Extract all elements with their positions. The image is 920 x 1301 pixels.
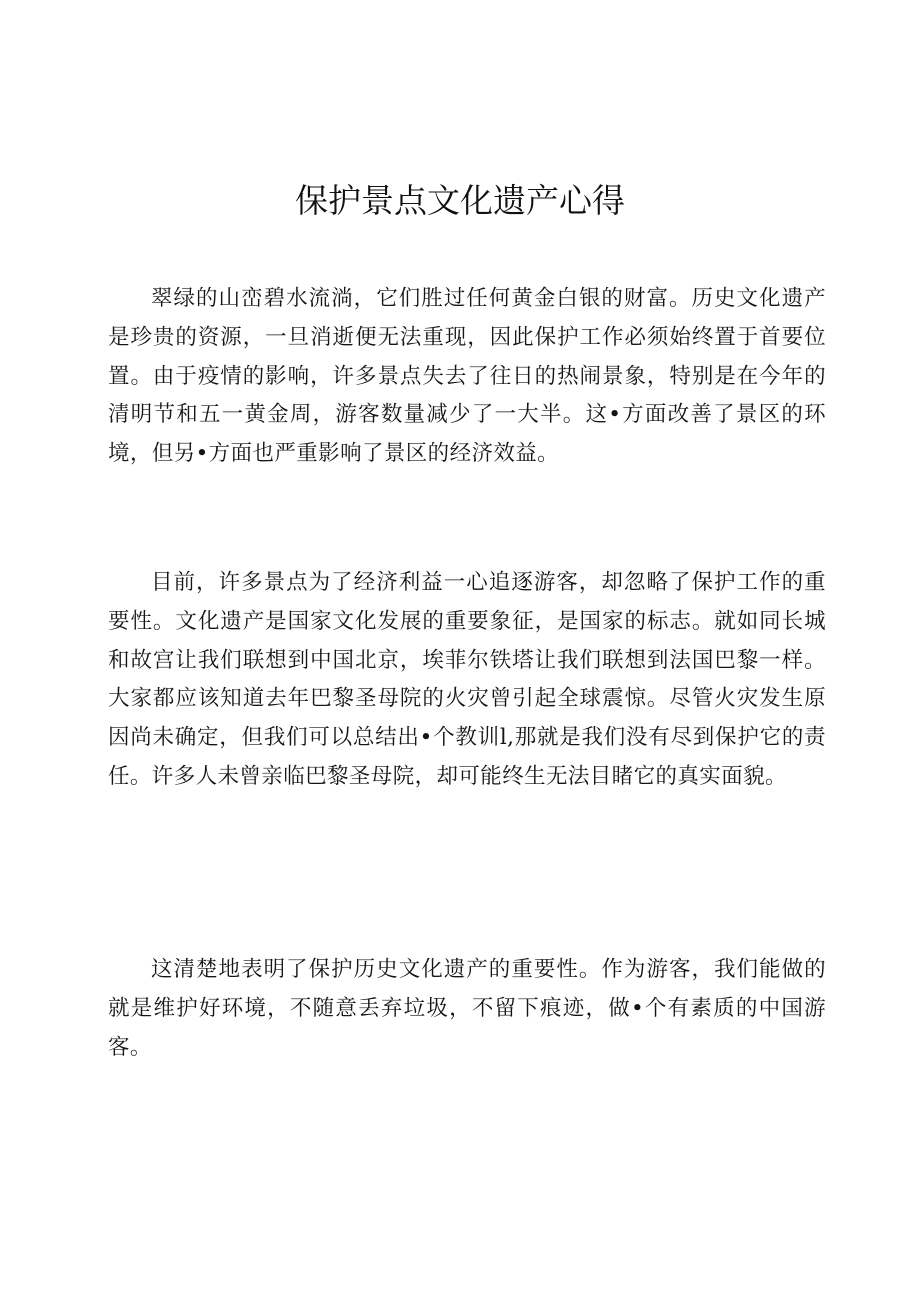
paragraph-2: 目前，许多景点为了经济利益一心追逐游客，却忽略了保护工作的重要性。文化遗产是国家文化发展的重要象征，是国家的标志。就如同长城和故宫让我们联想到中国北京，埃菲尔铁塔让我们联想到法国巴黎一样。大家都应该知道去年巴黎圣母院的火灾曾引起全球震惊。尽管火灾发生原因尚未确定，但我们可以总结出•个教训l,那就是我们没有尽到保护它的责任。许多人未曾亲临巴黎圣母院，却可能终生无法目睹它的真实面貌。: [108, 570, 826, 789]
document-title: 保护景点文化遗产心得: [295, 181, 625, 220]
paragraph-1: 翠绿的山峦碧水流淌，它们胜过任何黄金白银的财富。历史文化遗产是珍贵的资源，一旦消逝便无法重现，因此保护工作必须始终置于首要位置。由于疫情的影响，许多景点失去了往日的热闹景象，特别是在今年的清明节和五一黄金周，游客数量减少了一大半。这•方面改善了景区的环境，但另•方面也严重影响了景区的经济效益。: [108, 286, 826, 467]
paragraph-3: 这清楚地表明了保护历史文化遗产的重要性。作为游客，我们能做的就是维护好环境，不随意丢弃垃圾，不留下痕迹，做•个有素质的中国游客。: [108, 957, 826, 1060]
